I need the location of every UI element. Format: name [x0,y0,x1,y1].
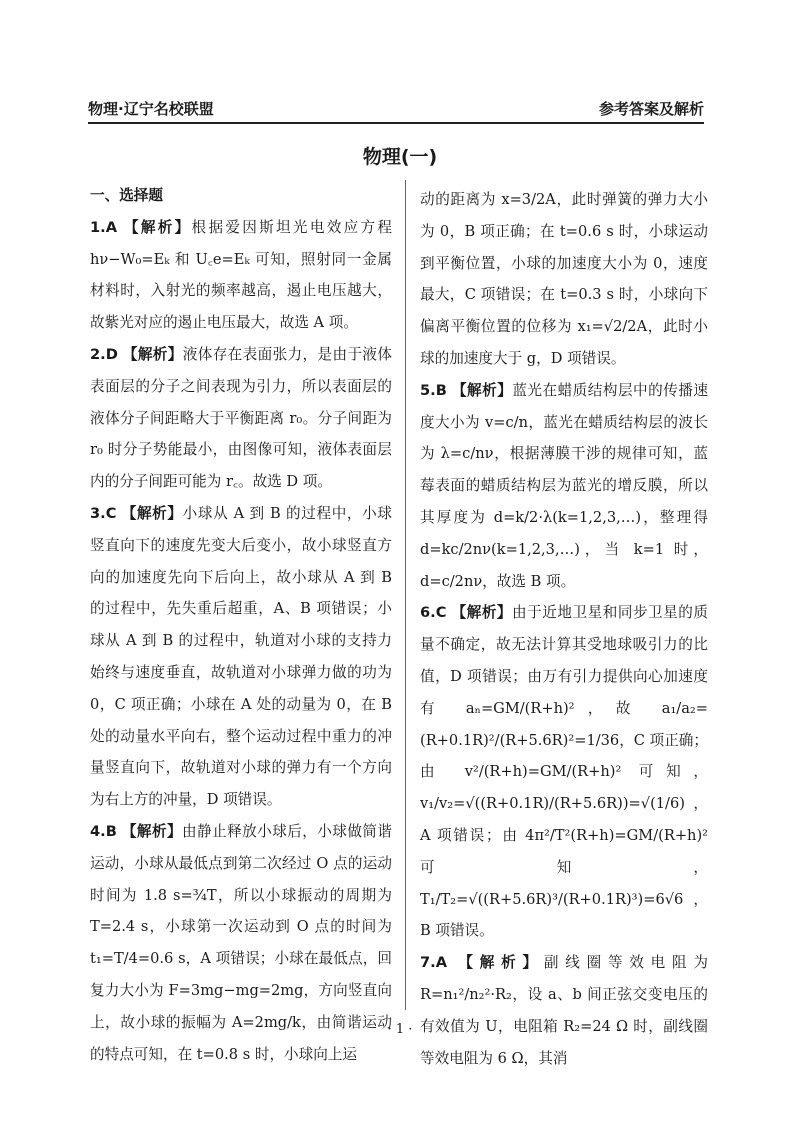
item-text: 蓝光在蜡质结构层中的传播速度大小为 v=c/n，蓝光在蜡质结构层的波长为 λ=c/nν，根据薄膜干涉的规律可知，蓝莓表面的蜡质结构层为蓝光的增反膜，所以其厚度为 d=k/2·λ(k=1,2,3,…)，整理得 d=kc/2nν(k=1,2,3,…)，当 k=1 时，d=c/2nν，故选 B 项。 [420,381,708,590]
item-tag: 【解析】 [121,822,183,840]
header-rule [88,122,704,124]
page-title: 物理(一) [362,146,438,168]
item-text: 由静止释放小球后，小球做简谐运动，小球从最低点到第二次经过 O 点的运动时间为 1.8 s=¾T，所以小球振动的周期为 T=2.4 s，小球第一次运动到 O 点的时间为 t₁=T/4=0.6 s，A 项错误；小球在最低点，回复力大小为 F=3mg−mg=2mg，方向竖直向上，故小球的振幅为 A=2mg/k，由简谐运动的特点可知，在 t=0.8 s 时，小球向上运 [90,822,392,1063]
answer-item-1 [90,212,392,339]
item-tag: 【解析】 [122,345,183,363]
item-number: 7.A [420,954,447,972]
item-number: 2.D [90,345,118,363]
item-number: 4.B [90,822,117,840]
item-tag: 【解析】 [451,604,513,622]
item-number: 6.C [420,604,447,622]
item-tag: 【解析】 [121,504,183,522]
item-text: 根据爱因斯坦光电效应方程hν−W₀=Eₖ 和 U꜀e=Eₖ 可知，照射同一金属材料时，入射光的频率越高，遏止电压越大，故紫光对应的遏止电压最大，故选 A 项。 [90,218,392,332]
answer-item-2 [90,339,392,498]
item-tag: 【解析】 [458,954,544,972]
answer-item-6 [420,597,708,947]
right-column [420,184,708,1074]
item-text: 液体存在表面张力，是由于液体表面层的分子之间表现为引力，所以表面层的液体分子间距略大于平衡距离 r₀。分子间距为 r₀ 时分子势能最小，由图像可知，液体表面层内的分子间距可能为 r꜀。故选 D 项。 [90,345,392,491]
item-tag: 【解析】 [451,381,513,399]
item-number: 1.A [90,218,117,236]
page-number: · 1 · [387,1022,413,1037]
column-divider [405,180,406,1010]
header-right: 参考答案及解析 [598,100,704,118]
answer-item-7 [420,947,708,1074]
item-tag: 【解析】 [123,218,192,236]
item-text: 由于近地卫星和同步卫星的质量不确定，故无法计算其受地球吸引力的比值，D 项错误；由万有引力提供向心加速度有 aₙ=GM/(R+h)²，故 a₁/a₂=(R+0.1R)²/(R+5.6R)²=1/36，C 项正确；由 v²/(R+h)=GM/(R+h)² 可知，v₁/v₂=√((R+0.1R)/(R+5.6R))=√(1/6)，A 项错误；由 4π²/T²(R+h)=GM/(R+h)² 可知，T₁/T₂=√((R+5.6R)³/(R+0.1R)³)=6√6，B 项错误。 [420,604,708,940]
answer-item-3 [90,498,392,816]
answer-item-4-continued [420,184,708,375]
item-text: 小球从 A 到 B 的过程中，小球竖直向下的速度先变大后变小，故小球竖直方向的加速度先向下后向上，故小球从 A 到 B 的过程中，先失重后超重，A、B 项错误；小球从 A 到 B 的过程中，轨道对小球的支持力始终与速度垂直，故轨道对小球弹力做的功为 0，C 项正确；小球在 A 处的动量为 0，在 B 处的动量水平向右，整个运动过程中重力的冲量竖直向下，故轨道对小球的弹力有一个方向为右上方的冲量，D 项错误。 [90,504,392,809]
item-text: 副线圈等效电阻为 R=n₁²/n₂²·R₂，设 a、b 间正弦交变电压的有效值为 U，电阻箱 R₂=24 Ω 时，副线圈等效电阻为 6 Ω，其消 [420,954,708,1067]
section-heading: 一、选择题 [90,187,163,204]
item-text: 动的距离为 x=3/2A，此时弹簧的弹力大小为 0，B 项正确；在 t=0.6 s 时，小球运动到平衡位置，小球的加速度大小为 0，速度最大，C 项错误；在 t=0.3 s 时，小球向下偏离平衡位置的位移为 x₁=√2/2A，此时小球的加速度大于 g，D 项错误。 [420,191,708,367]
item-number: 3.C [90,504,117,522]
item-number: 5.B [420,381,447,399]
left-column [90,180,392,1070]
header-left: 物理·辽宁名校联盟 [88,100,214,118]
answer-item-5 [420,375,708,598]
page-header [88,98,704,124]
